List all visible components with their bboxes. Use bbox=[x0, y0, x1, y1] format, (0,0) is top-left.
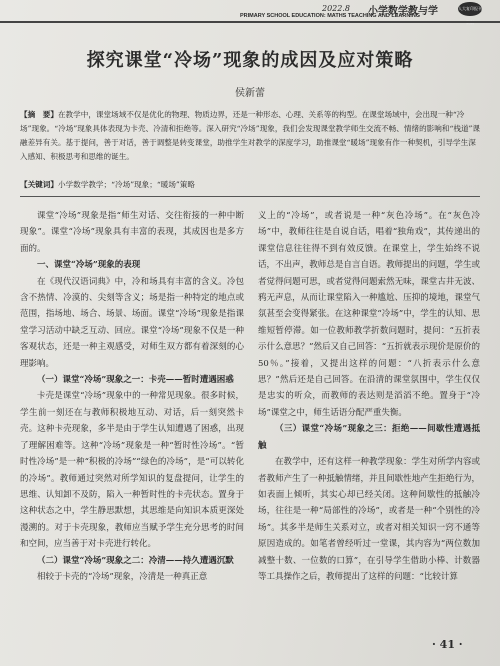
issue-date: 2022.8 bbox=[322, 4, 350, 13]
body-paragraph: 在教学中，还有这样一种教学现象：学生对所学内容或者教师产生了一种抵触情绪，并且间歇性地产生拒绝行为，如表面上倾听，其实心却已经关闭。这种间歇性的抵触冷场，往往是一种“局部性的冷场”，或者是一种“个别性的冷场”。其多半是师生关系对立，或者对相关知识一窍不通等原因造成的。如笔者曾经听过一堂课，其内容为“两位数加减整十数、一位数的口算”，在引导学生借助小棒、计数器等工具操作之后，教师提出了这样的问题：“比较计算 bbox=[258, 457, 480, 582]
abstract-label: 【摘 要】 bbox=[20, 110, 58, 119]
keywords-text: 小学数学教学；“冷场”现象；“暖场”策略 bbox=[57, 180, 195, 189]
body-paragraph: 在《现代汉语词典》中，冷和场具有丰富的含义。冷包含不热情、冷漠的、尖刻等含义；场是指一种特定的地点或范围，指场地、场合、场景、场面。课堂“冷场”现象是指课堂学习活动中缺乏互动、回应。课堂“冷场”现象不仅是一种客观状态，还是一种主观感受，对师生双方都有着深刻的心理影响。 bbox=[20, 276, 244, 369]
magazine-english-name: PRIMARY SCHOOL EDUCATION: MATHS TEACHING AND LEARNING bbox=[240, 13, 421, 19]
body-paragraph: 卡壳是课堂“冷场”现象中的一种常见现象。很多时候，学生前一刻还在与教师积极地互动、对话，后一刻突然卡壳。这种卡壳现象，多半是由于学生认知遭遇了困惑，出现了理解困难等。这种“冷场”现象是一种“暂时性冷场”。“暂时性冷场”是一种“积极的冷场”“绿色的冷场”，是“可以转化的冷场”。教师通过突然对所学知识的复盘提问，让学生的思维、认知卸不及防，陷入一种暂时性的卡壳状态。置身于这种状态之中，学生静思默想，其思维是向知识本质更深处漫溯的。对于卡壳现象，教师应当赋予学生充分思考的时间和空间，应当善于对卡壳进行转化。 bbox=[20, 391, 244, 550]
subsection-heading-2: （二）课堂“冷场”现象之二：冷清——持久遭遇沉默 bbox=[37, 555, 234, 566]
abstract bbox=[20, 108, 480, 164]
left-column bbox=[20, 208, 244, 585]
right-column bbox=[258, 208, 480, 585]
header-rule bbox=[0, 21, 500, 23]
body-paragraph-continued: 义上的“冷场”，或者说是一种“灰色冷场”。在“灰色冷场”中，教师往往是自说自话，唱着“独角戏”，其传递出的课堂信息往往得不到有效反馈。在课堂上，学生始终不说话，不出声，教师总是自言自语。教师提出的问题，学生或者觉得问题可思，或者觉得问题索然无味，课堂古井无波、鸦无声息，从而让课堂陷入一种尴尬、压抑的境地，课堂气氛甚至会变得紧张。在这种课堂“冷场”中，学生的认知、思维短暂停滞。如一位教师教学折数问题时，提问：“五折表示什么意思？”然后又自己回答：“五折就表示现价是原价的50％。”接着，又提出这样的问题：“八折表示什么意思？”然后还是自己回答。在沿清的课堂氛围中，学生仅仅是忠实的听众，而教师的表达则是滔滔不绝。置身于“冷场”课堂之中，师生话语分配严重失衡。 bbox=[258, 211, 480, 418]
subsection-heading-1: （一）课堂“冷场”现象之一：卡壳——暂时遭遇困惑 bbox=[37, 375, 234, 386]
keywords bbox=[20, 178, 480, 192]
article-title: 探究课堂“冷场”现象的成因及应对策略 bbox=[86, 50, 414, 71]
subsection-heading-3: （三）课堂“冷场”现象之三：拒绝——间歇性遭遇抵触 bbox=[258, 424, 480, 451]
magazine-name: 小学数学教与学 bbox=[368, 6, 438, 17]
journal-logo: 人大复印报刊 bbox=[458, 2, 482, 16]
page-number: · 41 · bbox=[432, 638, 463, 651]
section-heading-1: 一、课堂“冷场”现象的表现 bbox=[37, 260, 141, 271]
intro-paragraph: 课堂“冷场”现象是指“师生对话、交往衔接的一种中断现象”。课堂“冷场”现象具有丰富的表现，其成因也是多方面的。 bbox=[20, 211, 244, 254]
abstract-text: 在教学中，课堂场域不仅是优化的物理、物质边界，还是一种形态、心理、关系等的构型。在课堂场域中，会出现一种“冷场”现象。“冷场”现象具体表现为卡壳、冷清和拒绝等。深入研究“冷场”现象，我们会发现课堂教学师生交流不畅、情绪的影响和“栈道”课融差异有关。基于提问，善于对话，善于调整是转变课堂，助推学生对教学的深度学习，助推课堂“暖场”现象有作一种契机，引导学生深入感知、积极思考和思维的诞生。 bbox=[20, 110, 481, 161]
article-author: 侯新蕾 bbox=[235, 88, 265, 99]
body-paragraph: 相较于卡壳的“冷场”现象，冷清是一种真正意 bbox=[37, 571, 208, 582]
abstract-divider bbox=[20, 196, 480, 197]
keywords-label: 【关键词】 bbox=[20, 180, 58, 189]
